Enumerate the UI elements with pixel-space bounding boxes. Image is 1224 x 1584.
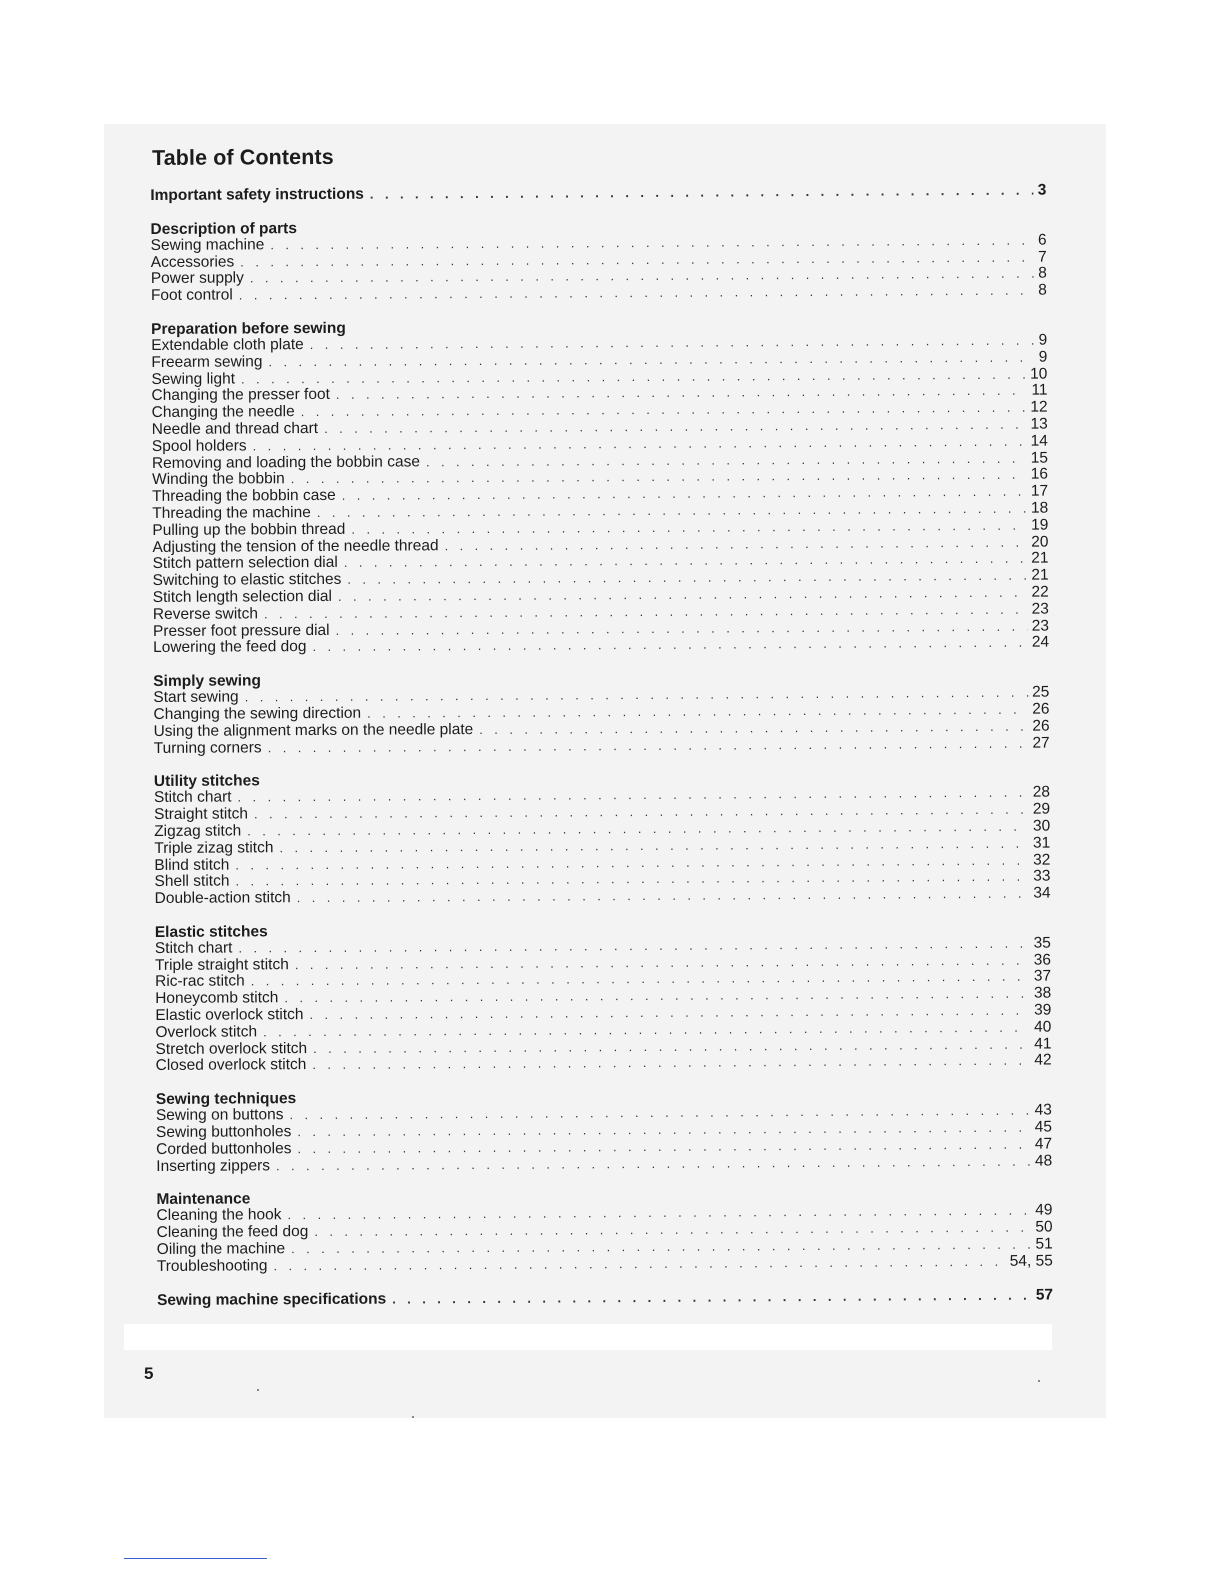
toc-entry-page: 49 <box>1035 1201 1053 1220</box>
toc-entry-label: Straight stitch <box>154 805 249 824</box>
toc-entry-label: Inserting zippers <box>156 1156 271 1175</box>
toc-entry-page: 29 <box>1032 800 1051 818</box>
section-heading: Utility stitches <box>153 772 260 791</box>
toc-entry-page: 45 <box>1034 1118 1053 1136</box>
toc-entry-page: 8 <box>1038 281 1047 299</box>
toc-entry-label: Pulling up the bobbin thread <box>152 520 346 539</box>
toc-entry-page: 11 <box>1031 381 1048 399</box>
toc-entry-label: Sewing machine <box>150 236 265 254</box>
toc-entry-page: 18 <box>1030 499 1049 517</box>
toc-section <box>156 1086 1052 1176</box>
toc-entry-page: 3 <box>1037 181 1047 199</box>
toc-entry-page: 15 <box>1030 449 1048 467</box>
toc-entry-page: 51 <box>1035 1235 1053 1253</box>
toc-entry-page: 34 <box>1033 884 1051 902</box>
footer-rule <box>124 1558 267 1559</box>
toc-entry-label: Extendable cloth plate <box>151 336 304 354</box>
toc-entry-label: Stitch chart <box>153 788 232 807</box>
toc-entry-page: 50 <box>1035 1218 1053 1236</box>
toc-entry-label: Sewing machine specifications <box>156 1290 387 1309</box>
toc-entry-page: 36 <box>1033 951 1052 969</box>
toc-entry-label: Stitch length selection dial <box>152 587 333 606</box>
toc-entry-label: Threading the bobbin case <box>152 487 336 506</box>
toc-entry-label: Triple straight stitch <box>154 955 289 974</box>
toc-entry-page: 7 <box>1038 248 1047 266</box>
toc-entry-page: 41 <box>1034 1035 1052 1053</box>
toc-entry-label: Using the alignment marks on the needle plate <box>153 720 474 740</box>
section-heading: Description of parts <box>150 219 297 238</box>
toc-entry-page: 40 <box>1034 1018 1052 1036</box>
toc-entry-label: Freearm sewing <box>151 353 263 371</box>
toc-entry-label: Blind stitch <box>154 856 230 874</box>
toc-entry-page: 37 <box>1033 967 1052 986</box>
toc-entry-page: 26 <box>1032 700 1050 718</box>
toc-entry-page: 32 <box>1033 851 1051 869</box>
toc-entry-label: Spool holders <box>151 437 247 455</box>
toc-section <box>151 316 1049 658</box>
toc-entry-page: 12 <box>1030 398 1048 416</box>
toc-entry-label: Adjusting the tension of the needle thread <box>152 536 439 556</box>
toc-section <box>150 215 1046 305</box>
toc-entry-label: Lowering the feed dog <box>153 638 307 657</box>
toc-entry-page: 33 <box>1033 867 1051 885</box>
toc-entry-page: 14 <box>1030 432 1048 450</box>
toc-entry-label: Needle and thread chart <box>151 419 319 438</box>
toc-entry-page: 27 <box>1032 734 1050 752</box>
toc-entry-page: 38 <box>1033 984 1052 1002</box>
toc-entry-label: Turning corners <box>153 738 262 757</box>
toc-entry-page: 9 <box>1038 331 1048 349</box>
scan-artifact-band <box>124 1324 1052 1350</box>
toc-entry-label: Overlock stitch <box>155 1023 258 1041</box>
toc-entry-label: Presser foot pressure dial <box>152 621 330 640</box>
toc-entry-page: 54, 55 <box>1009 1252 1053 1270</box>
toc-entry-label: Sewing light <box>151 370 236 388</box>
section-heading: Elastic stitches <box>154 923 268 941</box>
toc-section <box>154 768 1051 908</box>
toc-section <box>155 918 1052 1075</box>
toc-entry-page: 57 <box>1035 1286 1054 1304</box>
toc-entry-label: Elastic overlock stitch <box>155 1006 304 1025</box>
toc-entry-label: Changing the needle <box>151 403 295 422</box>
toc-entry-label: Double-action stitch <box>154 889 291 908</box>
toc-entry-label: Winding the bobbin <box>151 470 285 489</box>
toc-entry-page: 21 <box>1031 549 1049 567</box>
toc-entry-page: 43 <box>1034 1101 1052 1119</box>
page-number: 5 <box>144 1364 154 1383</box>
toc-entry-label: Start sewing <box>153 688 239 707</box>
toc-entry-label: Switching to elastic stitches <box>152 570 342 590</box>
toc-entry-label: Corded buttonholes <box>156 1140 292 1158</box>
toc-entry-label: Important safety instructions <box>150 185 364 204</box>
toc-entry-label: Cleaning the hook <box>156 1206 282 1225</box>
toc-entry-label: Changing the sewing direction <box>153 704 362 723</box>
toc-entry-page: 9 <box>1038 348 1048 366</box>
toc-entry-label: Removing and loading the bobbin case <box>151 452 420 472</box>
toc-entry-label: Stretch overlock stitch <box>155 1039 308 1058</box>
toc-entry-label: Power supply <box>150 269 244 288</box>
toc-entry-page: 13 <box>1030 415 1048 433</box>
section-heading: Sewing techniques <box>155 1090 297 1109</box>
toc-entry-label: Zigzag stitch <box>154 822 242 840</box>
toc-entry-label: Oiling the machine <box>156 1240 286 1259</box>
toc-entry-label: Changing the presser foot <box>151 386 330 405</box>
page-title: Table of Contents <box>151 144 334 170</box>
toc-entry-page: 31 <box>1032 834 1051 852</box>
toc-entry-label: Stitch chart <box>154 939 233 957</box>
table-of-contents <box>150 141 1053 1310</box>
toc-entry-page: 23 <box>1031 617 1049 635</box>
toc-entry-page: 30 <box>1032 817 1051 835</box>
toc-entry-page: 17 <box>1030 482 1049 500</box>
toc-entry-label: Sewing on buttons <box>155 1106 284 1125</box>
toc-entry-page: 6 <box>1037 231 1047 249</box>
scan-speck <box>412 1416 414 1418</box>
toc-entry-label: Reverse switch <box>152 605 259 623</box>
toc-entry-label: Triple zizag stitch <box>154 838 274 857</box>
toc-entry-page: 19 <box>1031 516 1049 534</box>
scan-speck <box>1038 1380 1040 1382</box>
toc-entry-page: 21 <box>1031 566 1049 584</box>
toc-entry-page: 47 <box>1034 1135 1053 1153</box>
toc-section <box>153 668 1049 758</box>
toc-entry-label: Accessories <box>150 253 235 271</box>
toc-entry-page: 39 <box>1033 1001 1052 1019</box>
toc-entry-label: Closed overlock stitch <box>155 1056 307 1075</box>
toc-entry-page: 48 <box>1034 1152 1053 1170</box>
toc-section <box>156 1186 1052 1276</box>
toc-entry-page: 22 <box>1031 583 1049 601</box>
toc-entry-page: 35 <box>1033 934 1051 952</box>
toc-entry-page: 10 <box>1030 365 1048 383</box>
toc-entry-label: Honeycomb stitch <box>155 989 279 1008</box>
toc-entry-page: 28 <box>1032 783 1051 801</box>
toc-entry-page: 8 <box>1038 264 1047 282</box>
toc-entry-page: 20 <box>1031 533 1049 551</box>
scan-speck <box>257 1389 259 1391</box>
toc-entry-label: Troubleshooting <box>156 1257 268 1275</box>
section-heading: Maintenance <box>156 1190 251 1209</box>
section-heading: Simply sewing <box>153 672 261 691</box>
toc-entry-label: Sewing buttonholes <box>155 1123 292 1142</box>
toc-entry-label: Threading the machine <box>152 503 311 522</box>
toc-entry-page: 42 <box>1034 1051 1052 1070</box>
toc-entry-page: 25 <box>1032 683 1050 701</box>
toc-entry-page: 16 <box>1030 465 1049 483</box>
toc-entry-page: 23 <box>1031 600 1049 618</box>
toc-entry-label: Foot control <box>150 286 233 305</box>
toc-entry-page: 24 <box>1031 633 1050 651</box>
toc-entry-label: Cleaning the feed dog <box>156 1223 309 1242</box>
section-heading: Preparation before sewing <box>151 319 346 338</box>
toc-entry-label: Ric-rac stitch <box>155 972 245 991</box>
toc-entry-page: 26 <box>1032 717 1050 735</box>
toc-entry-label: Stitch pattern selection dial <box>152 554 338 573</box>
toc-entry-label: Shell stitch <box>154 872 230 891</box>
